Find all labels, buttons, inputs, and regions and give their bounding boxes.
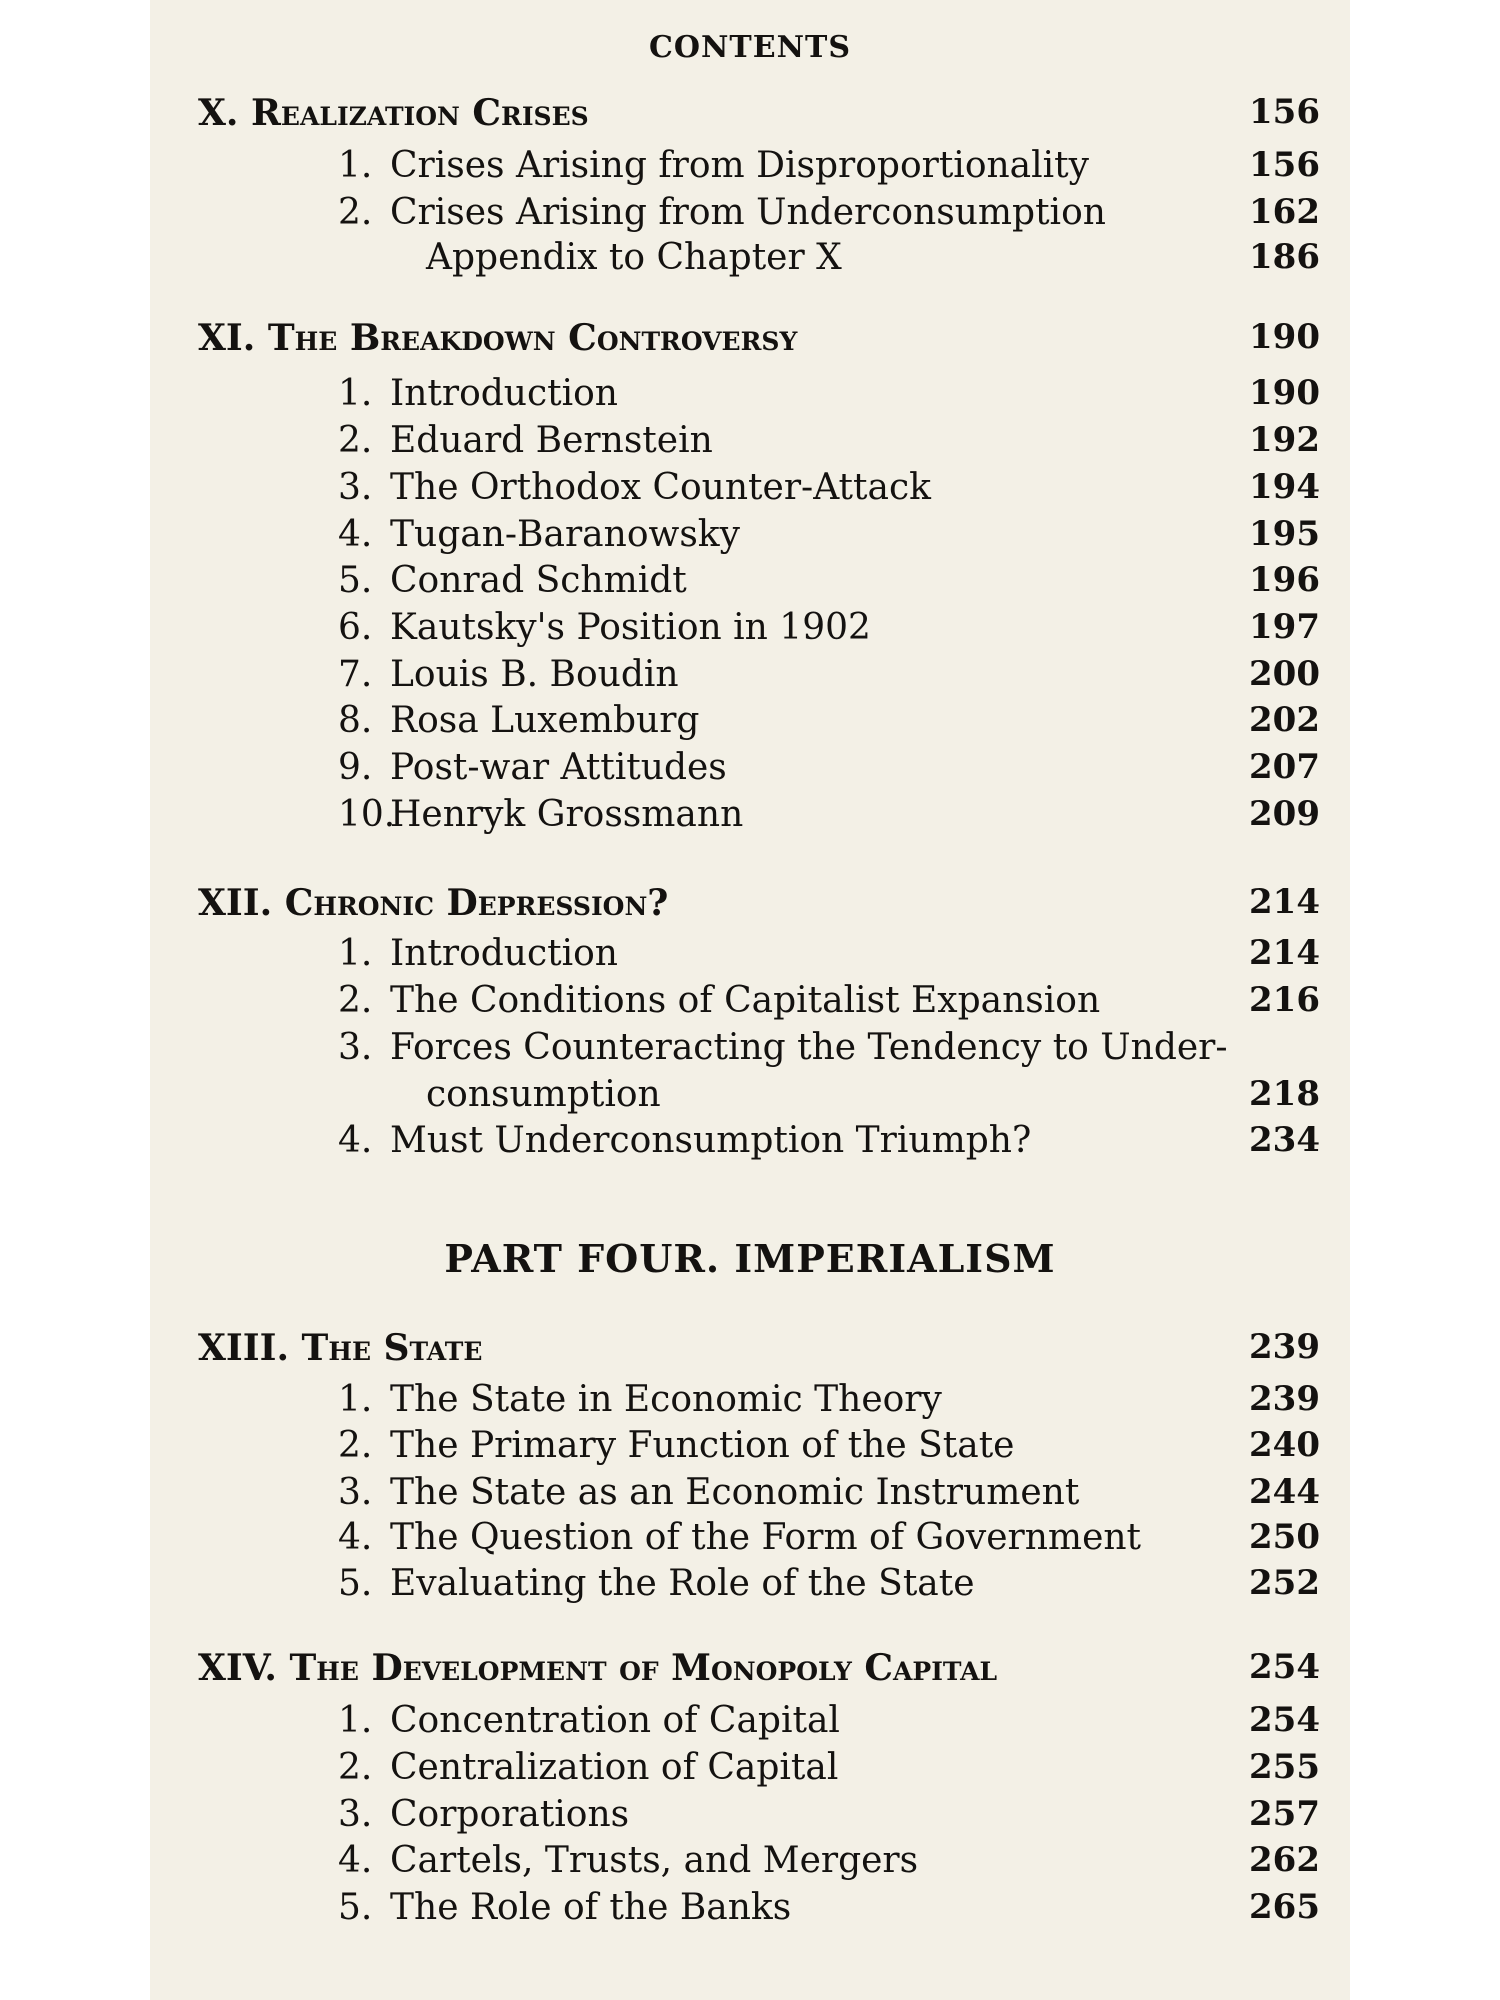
page-number: 240 bbox=[1249, 1425, 1320, 1465]
page-number: 216 bbox=[1249, 980, 1320, 1020]
section-title: The Role of the Banks bbox=[390, 1887, 792, 1928]
section-title: Corporations bbox=[390, 1794, 630, 1835]
section-title: Kautsky's Position in 1902 bbox=[390, 607, 871, 648]
section-title: Cartels, Trusts, and Mergers bbox=[390, 1840, 919, 1881]
section-title: consumption bbox=[426, 1074, 661, 1115]
section-number: 8. bbox=[338, 700, 373, 741]
chapter-number: XIII. bbox=[198, 1327, 289, 1369]
page-number: 156 bbox=[1249, 145, 1320, 185]
section-title: Introduction bbox=[390, 933, 618, 974]
section-title: The State in Economic Theory bbox=[390, 1379, 942, 1420]
section-number: 2. bbox=[338, 1425, 373, 1466]
section-title: Louis B. Boudin bbox=[390, 654, 679, 695]
section-number: 2. bbox=[338, 1747, 373, 1788]
chapter-title: Realization Crises bbox=[251, 92, 589, 134]
section-number: 1. bbox=[338, 1379, 373, 1420]
page-number: 162 bbox=[1249, 192, 1320, 232]
section-number: 1. bbox=[338, 145, 373, 186]
page-number: 209 bbox=[1249, 794, 1320, 834]
section-title: Henryk Grossmann bbox=[390, 794, 744, 835]
section-number: 4. bbox=[338, 1517, 373, 1558]
chapter-heading bbox=[198, 1327, 483, 1369]
page-number: 250 bbox=[1249, 1517, 1320, 1557]
section-number: 4. bbox=[338, 514, 373, 555]
section-title: Conrad Schmidt bbox=[390, 560, 687, 601]
chapter-heading bbox=[198, 882, 669, 924]
section-title: Appendix to Chapter X bbox=[426, 237, 842, 278]
section-number: 2. bbox=[338, 192, 373, 233]
page-number: 197 bbox=[1249, 607, 1320, 647]
page-number: 202 bbox=[1249, 700, 1320, 740]
section-title: Tugan-Baranowsky bbox=[390, 514, 740, 555]
chapter-heading bbox=[198, 1647, 998, 1689]
chapter-number: X. bbox=[198, 92, 239, 134]
page-number: 214 bbox=[1249, 933, 1320, 973]
page-number: 200 bbox=[1249, 654, 1320, 694]
chapter-number: XIV. bbox=[198, 1647, 277, 1689]
section-number: 4. bbox=[338, 1120, 373, 1161]
page-number: 190 bbox=[1249, 317, 1320, 357]
chapter-title: The State bbox=[301, 1327, 483, 1369]
page-number: 239 bbox=[1249, 1379, 1320, 1419]
section-number: 6. bbox=[338, 607, 373, 648]
section-title: Post-war Attitudes bbox=[390, 747, 727, 788]
section-title: The Conditions of Capitalist Expansion bbox=[390, 980, 1101, 1021]
page-number: 254 bbox=[1249, 1647, 1320, 1687]
chapter-number: XII. bbox=[198, 882, 273, 924]
page-number: 257 bbox=[1249, 1794, 1320, 1834]
section-number: 1. bbox=[338, 373, 373, 414]
section-number: 9. bbox=[338, 747, 373, 788]
section-number: 10. bbox=[338, 794, 396, 835]
chapter-title: The Development of Monopoly Capital bbox=[289, 1647, 998, 1689]
page-number: 194 bbox=[1249, 467, 1320, 507]
section-number: 2. bbox=[338, 420, 373, 461]
section-title: Eduard Bernstein bbox=[390, 420, 713, 461]
chapter-title: The Breakdown Controversy bbox=[267, 317, 798, 359]
chapter-number: XI. bbox=[198, 317, 256, 359]
section-number: 5. bbox=[338, 1887, 373, 1928]
section-number: 3. bbox=[338, 467, 373, 508]
page-number: 265 bbox=[1249, 1887, 1320, 1927]
page-number: 239 bbox=[1249, 1327, 1320, 1367]
section-title: Rosa Luxemburg bbox=[390, 700, 700, 741]
section-title: The Question of the Form of Government bbox=[390, 1517, 1142, 1558]
page-number: 196 bbox=[1249, 560, 1320, 600]
chapter-heading bbox=[198, 317, 798, 359]
page-number: 190 bbox=[1249, 373, 1320, 413]
section-number: 5. bbox=[338, 1563, 373, 1604]
section-title: Crises Arising from Underconsumption bbox=[390, 192, 1106, 233]
section-number: 4. bbox=[338, 1840, 373, 1881]
section-title: Evaluating the Role of the State bbox=[390, 1563, 975, 1604]
section-number: 2. bbox=[338, 980, 373, 1021]
page-number: 195 bbox=[1249, 514, 1320, 554]
section-title: Concentration of Capital bbox=[390, 1700, 840, 1741]
page-number: 262 bbox=[1249, 1840, 1320, 1880]
section-title: Introduction bbox=[390, 373, 618, 414]
page-number: 207 bbox=[1249, 747, 1320, 787]
section-number: 3. bbox=[338, 1027, 373, 1068]
section-title: The State as an Economic Instrument bbox=[390, 1472, 1080, 1513]
page-number: 214 bbox=[1249, 882, 1320, 922]
section-title: The Primary Function of the State bbox=[390, 1425, 1015, 1466]
page-number: 244 bbox=[1249, 1472, 1320, 1512]
section-title: Must Underconsumption Triumph? bbox=[390, 1120, 1032, 1161]
page-number: 234 bbox=[1249, 1120, 1320, 1160]
section-number: 3. bbox=[338, 1794, 373, 1835]
part-heading: PART FOUR. IMPERIALISM bbox=[444, 1236, 1056, 1281]
chapter-title: Chronic Depression? bbox=[284, 882, 669, 924]
page-number: 186 bbox=[1249, 237, 1320, 277]
page-header: CONTENTS bbox=[648, 30, 852, 65]
page-number: 156 bbox=[1249, 92, 1320, 132]
section-title: The Orthodox Counter-Attack bbox=[390, 467, 931, 508]
section-number: 1. bbox=[338, 1700, 373, 1741]
section-number: 3. bbox=[338, 1472, 373, 1513]
page-number: 252 bbox=[1249, 1563, 1320, 1603]
page-number: 218 bbox=[1249, 1074, 1320, 1114]
section-number: 5. bbox=[338, 560, 373, 601]
page-number: 255 bbox=[1249, 1747, 1320, 1787]
section-number: 7. bbox=[338, 654, 373, 695]
page-number: 192 bbox=[1249, 420, 1320, 460]
section-title: Forces Counteracting the Tendency to Under- bbox=[390, 1027, 1228, 1068]
section-number: 1. bbox=[338, 933, 373, 974]
chapter-heading bbox=[198, 92, 589, 134]
book-page bbox=[150, 0, 1350, 2000]
page-number: 254 bbox=[1249, 1700, 1320, 1740]
section-title: Centralization of Capital bbox=[390, 1747, 839, 1788]
section-title: Crises Arising from Disproportionality bbox=[390, 145, 1089, 186]
